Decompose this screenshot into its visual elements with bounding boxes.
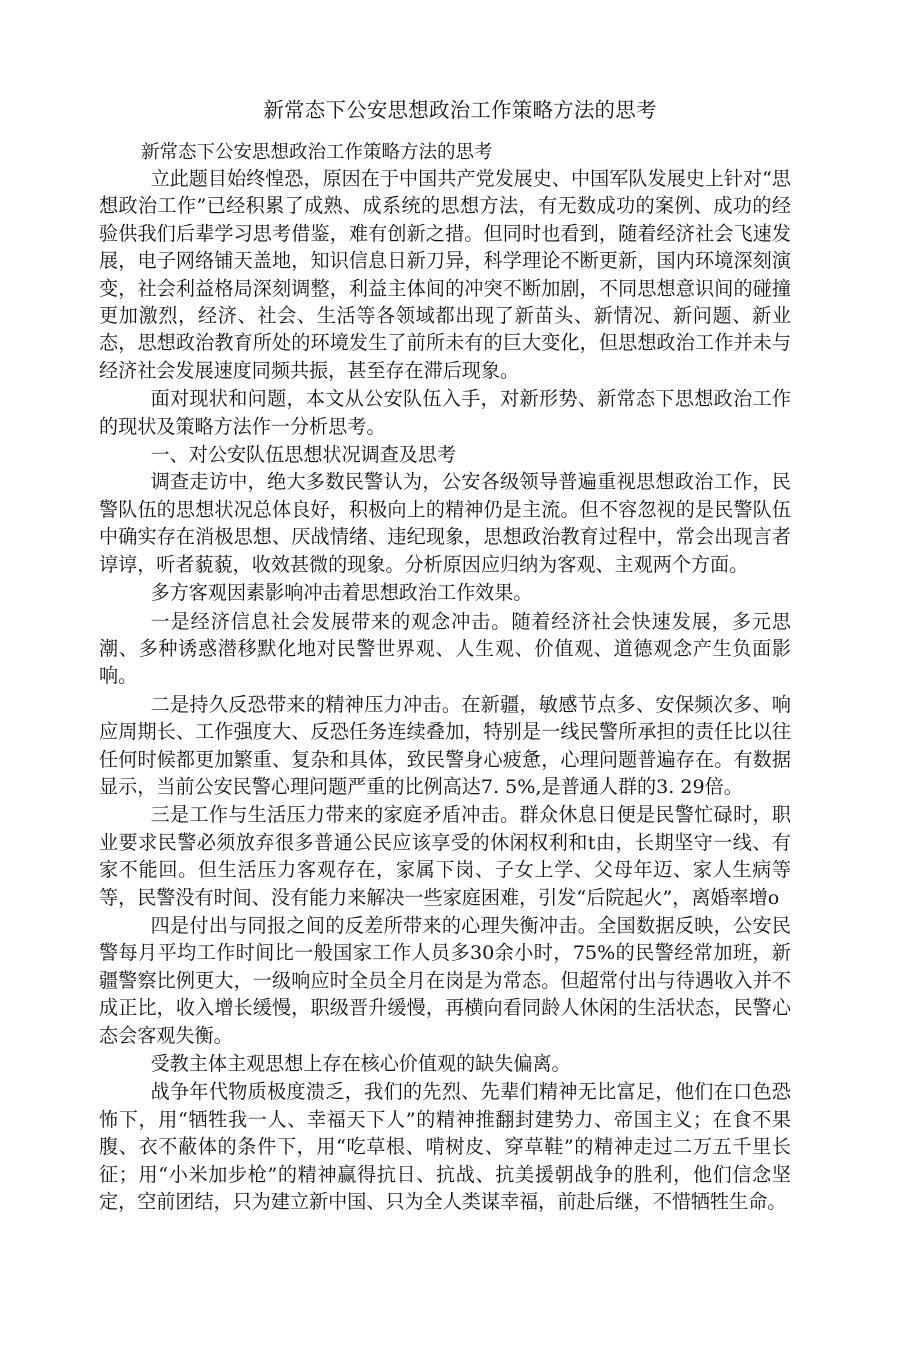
paragraph-scope: 面对现状和问题，本文从公安队伍入手，对新形势、新常态下思想政治工作的现状及策略方法作一分析思考。: [99, 387, 791, 438]
paragraph-impact-3: 三是工作与生活压力带来的家庭矛盾冲击。群众休息日便是民警忙碌时，职业要求民警必须放弃很多普通公民应该享受的休闲权利和t由，长期坚守一线、有家不能回。但生活压力客观存在，家属下岗、子女上学、父母年迈、家人生病等等，民警没有时间、没有能力来解决一些家庭困难，引发“后院起火”，离婚率增o: [99, 803, 791, 909]
paragraph-subjective-factors: 受教主体主观思想上存在核心价值观的缺失偏离。: [150, 1052, 571, 1075]
paragraph-objective-factors: 多方客观因素影响冲击着思想政治工作效果。: [150, 581, 533, 605]
paragraph-impact-2: 二是持久反恐带来的精神压力冲击。在新疆，敏感节点多、安保频次多、响应周期长、工作强度大、反恐任务连续叠加，特别是一线民警所承担的责任比以往任何时候都更加繁重、复杂和具体，致民警身心疲惫，心理问题普遍存在。有数据显示，当前公安民警心理问题严重的比例高达7. 5%,是普通人群的3. 29倍。: [99, 692, 791, 798]
document-body: [99, 165, 791, 1216]
document-title: 新常态下公安思想政治工作策略方法的思考: [263, 98, 657, 122]
section-heading-1: 一、对公安队伍思想状况调查及思考: [150, 443, 457, 467]
paragraph-history: 战争年代物质极度溃乏，我们的先烈、先辈们精神无比富足，他们在口色恐怖下，用“牺牲我一人、幸福天下人”的精神推翻封建势力、帝国主义；在食不果腹、衣不蔽体的条件下，用“吃草根、啃树皮、穿草鞋”的精神走过二万五千里长征；用“小米加步枪”的精神赢得抗日、抗战、抗美援朝战争的胜利，他们信念坚定，空前团结，只为建立新中国、只为全人类谋幸福，前赴后继，不惜牺牲生命。: [99, 1080, 791, 1214]
paragraph-impact-4: 四是付出与同报之间的反差所带来的心理失衡冲击。全国数据反映，公安民警每月平均工作时间比一般国家工作人员多30余小时，75%的民警经常加班，新疆警察比例更大，一级响应时全员全月在岗是为常态。但超常付出与待遇收入并不成正比，收入增长缓慢，职级晋升缓慢，再横向看同龄人休闲的生活状态，民警心态会客观失衡。: [99, 913, 791, 1047]
document-subtitle: 新常态下公安思想政治工作策略方法的思考: [141, 142, 493, 163]
paragraph-impact-1: 一是经济信息社会发展带来的观念冲击。随着经济社会快速发展，多元思潮、多种诱惑潜移默化地对民警世界观、人生观、价值观、道德观念产生负面影响。: [99, 609, 791, 688]
paragraph-survey: 调查走访中，绝大多数民警认为，公安各级领导普遍重视思想政治工作，民警队伍的思想状况总体良好，积极向上的精神仍是主流。但不容忽视的是民警队伍中确实存在消极思想、厌战情绪、违纪现象，思想政治教育过程中，常会出现言者谆谆，听者藐藐，收效甚微的现象。分析原因应归纳为客观、主观两个方面。: [99, 470, 791, 576]
paragraph-intro: 立此题目始终惶恐，原因在于中国共产党发展史、中国军队发展史上针对“思想政治工作”已经积累了成熟、成系统的思想方法，有无数成功的案例、成功的经验供我们后辈学习思考借鉴，难有创新之措。但同时也看到，随着经济社会飞速发展，电子网络铺天盖地，知识信息日新刀异，科学理论不断更新，国内环境深刻演变，社会利益格局深刻调整，利益主体间的冲突不断加剧，不同思想意识间的碰撞更加激烈，经济、社会、生活等各领域都出现了新苗头、新情况、新问题、新业态，思想政治教育所处的环境发生了前所未有的巨大变化，但思想政治工作并未与经济社会发展速度同频共振，甚至存在滞后现象。: [99, 167, 791, 382]
